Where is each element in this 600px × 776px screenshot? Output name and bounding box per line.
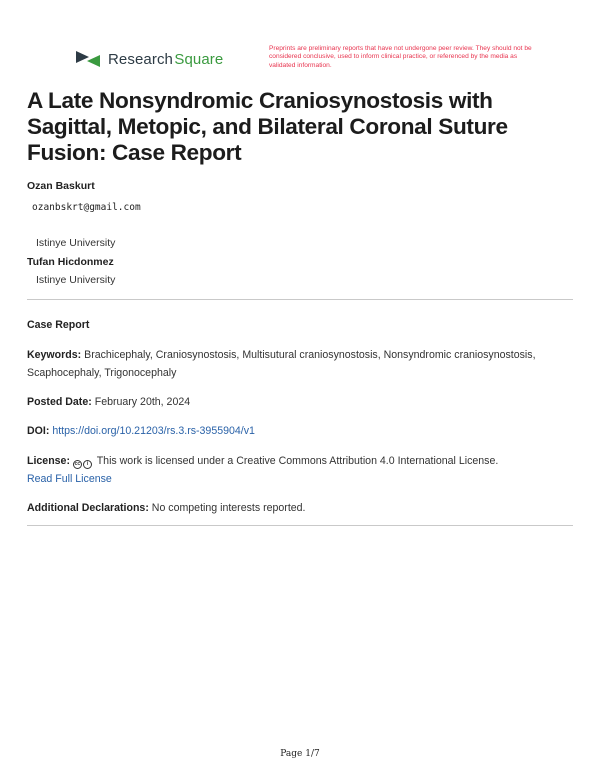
read-full-license-link[interactable]: Read Full License	[27, 472, 112, 485]
keywords-label: Keywords:	[27, 349, 82, 361]
article-type: Case Report	[27, 319, 90, 331]
paper-title: A Late Nonsyndromic Craniosynostosis with Sagittal, Metopic, and Bilateral Coronal Suture Fusion: Case Report	[27, 88, 508, 165]
logo-text	[108, 51, 223, 68]
posted-date-section	[27, 394, 573, 412]
author-name: Ozan Baskurt	[27, 180, 95, 192]
license-text: This work is licensed under a Creative Commons Attribution 4.0 International License.	[96, 455, 499, 467]
author-email[interactable]: ozanbskrt@gmail.com	[32, 202, 141, 213]
divider	[27, 299, 573, 300]
research-square-logo	[74, 48, 223, 70]
declarations-section	[27, 500, 573, 518]
keywords-section	[27, 347, 573, 382]
creative-commons-icon	[73, 460, 92, 469]
page-number: Page 1/7	[280, 749, 320, 759]
declarations-label: Additional Declarations:	[27, 502, 149, 514]
attribution-icon: i	[83, 460, 92, 469]
logo-text-square: Square	[174, 50, 224, 68]
divider	[27, 525, 573, 526]
author-affiliation: Istinye University	[36, 237, 116, 249]
license-label: License:	[27, 455, 70, 467]
keywords-value: Brachicephaly, Craniosynostosis, Multisutural craniosynostosis, Nonsyndromic craniosynostosis, Scaphocephaly, Trigonocephaly	[27, 349, 536, 379]
posted-date-label: Posted Date:	[27, 396, 92, 408]
research-square-logo-icon	[74, 48, 102, 70]
author-name: Tufan Hicdonmez	[27, 256, 114, 268]
doi-section	[27, 423, 573, 441]
author-affiliation: Istinye University	[36, 274, 116, 286]
license-section	[27, 453, 573, 488]
cc-icon: cc	[74, 461, 81, 467]
preprint-disclaimer: Preprints are preliminary reports that have not undergone peer review. They should not be considered conclusive, used to inform clinical practice, or referenced by the media as validated information.	[269, 45, 532, 69]
posted-date-value: February 20th, 2024	[94, 396, 191, 408]
declarations-value: No competing interests reported.	[151, 502, 306, 514]
logo-text-research: Research	[108, 50, 173, 68]
doi-link[interactable]: https://doi.org/10.21203/rs.3.rs-3955904/v1	[52, 425, 255, 437]
doi-label: DOI:	[27, 425, 50, 437]
